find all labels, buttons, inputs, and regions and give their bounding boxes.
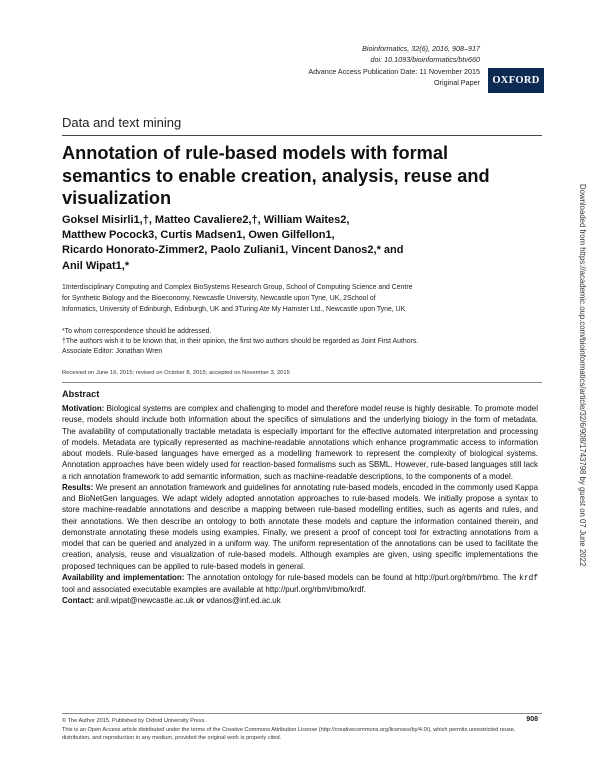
- motivation-label: Motivation:: [62, 404, 105, 413]
- download-watermark: Downloaded from https://academic.oup.com/bioinformatics/article/32/6/908/1743798 by guest on 07 June 2022: [578, 184, 587, 567]
- abstract-results: [62, 482, 538, 572]
- abstract-divider: [62, 382, 542, 383]
- affiliations: [62, 283, 538, 315]
- abstract-motivation: [62, 403, 538, 482]
- license-text: This is an Open Access article distributed under the terms of the Creative Commons Attribution License (http://creativecommons.org/licenses/by/4.0/), which permits unrestricted reuse, distribution, and reproduction in any medium, provided the original work is properly cited.: [62, 726, 516, 742]
- availability-text-a: The annotation ontology for rule-based models can be found at http://purl.org/rbm/rbmo. The: [186, 572, 517, 582]
- affiliation-line: 1Interdisciplinary Computing and Complex BioSystems Research Group, School of Computing Science and Centre: [62, 284, 413, 291]
- contact-label: Contact:: [62, 596, 95, 606]
- footer: [62, 717, 538, 743]
- oxford-logo: OXFORD: [488, 68, 544, 93]
- journal-citation: Bioinformatics, 32(6), 2016, 908–917: [362, 44, 480, 53]
- availability-label: Availability and implementation:: [62, 572, 185, 582]
- affiliation-line: Informatics, University of Edinburgh, Edinburgh, UK and 3Turing Ate My Hamster Ltd., Newcastle upon Tyne, UK: [62, 305, 406, 313]
- footer-divider: [62, 713, 542, 714]
- abstract-contact: [62, 595, 538, 606]
- motivation-text: Biological systems are complex and challenging to model and therefore model reuse is highly desirable. To promote model reuse, models should include both information about the specifics of simulations and the underlying biology in the form of metadata. The availability of computationally tractable metadata is especially important for the effective automated interpretation and processing of models. Metadata are typically represented as machine-readable annotations which enhance programmatic access to information about models. Rule-based languages have emerged as a modelling framework to represent the complexity of biological systems. Annotation approaches have been widely used for reaction-based formalisms such as SBML. However, rule-based languages still lack a rich annotation framework to add semantic information, such as machine-readable descriptions, to the components of a model.: [62, 404, 538, 481]
- abstract-heading: Abstract: [62, 389, 100, 399]
- copyright-line: © The Author 2015. Published by Oxford University Press.: [62, 718, 206, 724]
- contact-email-wipat[interactable]: anil.wipat@newcastle.ac.uk: [96, 596, 195, 606]
- journal-meta: [308, 43, 480, 89]
- correspondence-note: *To whom correspondence should be addressed.: [62, 328, 212, 335]
- author-line: Ricardo Honorato-Zimmer2, Paolo Zuliani1, Vincent Danos2,* and: [62, 244, 404, 257]
- doi-link[interactable]: doi: 10.1093/bioinformatics/btv660: [370, 55, 480, 65]
- section-label: Data and text mining: [62, 115, 182, 130]
- author-line: Anil Wipat1,*: [62, 259, 130, 272]
- page-number: 908: [526, 716, 538, 723]
- author-list: [62, 213, 502, 274]
- contact-or: or: [196, 596, 205, 606]
- author-notes: [62, 327, 538, 357]
- abstract-body: [62, 403, 538, 607]
- contact-email-danos[interactable]: vdanos@inf.ed.ac.uk: [206, 596, 281, 606]
- author-line: Goksel Misirli1,†, Matteo Cavaliere2,†, William Waites2,: [62, 214, 350, 226]
- results-text: We present an annotation framework and guidelines for annotating rule-based models, encoded in the commonly used Kappa and BioNetGen languages. We adapt widely adopted annotation approaches to rule-based models. We initially propose a syntax to store machine-readable annotations and describe a mapping between rule-based modelling entities, such as agents and rules, and their annotations. We then describe an ontology to both annotate these models and capture the information contained therein, and demonstrate annotating these models using examples. Finally, we present a proof of concept tool for extracting annotations from a model that can be queried and analyzed in a uniform way. The uniform representation of the annotations can be used to facilitate the creation, analysis, reuse and visualization of rule-based models. Although examples are given, using specific implementations the proposed techniques can be applied to rule-based models in general.: [62, 482, 538, 571]
- paper-title: Annotation of rule-based models with formal semantics to enable creation, analysis, reuse and visualization: [62, 143, 490, 208]
- associate-editor: Associate Editor: Jonathan Wren: [62, 348, 163, 355]
- availability-text-b: tool and associated executable examples are available at http://purl.org/rbm/rbmo/krdf.: [62, 585, 366, 594]
- results-label: Results:: [62, 482, 94, 492]
- abstract-availability: [62, 572, 538, 596]
- paper-type: Original Paper: [434, 78, 480, 88]
- header-divider: [62, 135, 542, 136]
- joint-first-note: †The authors wish it to be known that, in their opinion, the first two authors should be regarded as Joint First Authors.: [62, 338, 419, 345]
- krdf-tool-name: krdf: [518, 573, 538, 583]
- affiliation-line: for Synthetic Biology and the Bioeconomy, Newcastle University, Newcastle upon Tyne, UK, 2School of: [62, 294, 376, 302]
- author-line: Matthew Pocock3, Curtis Madsen1, Owen Gilfellon1,: [62, 229, 335, 242]
- received-dates: Received on June 16, 2015; revised on October 8, 2015; accepted on November 3, 2015: [62, 370, 290, 376]
- advance-access-date: Advance Access Publication Date: 11 November 2015: [308, 66, 480, 76]
